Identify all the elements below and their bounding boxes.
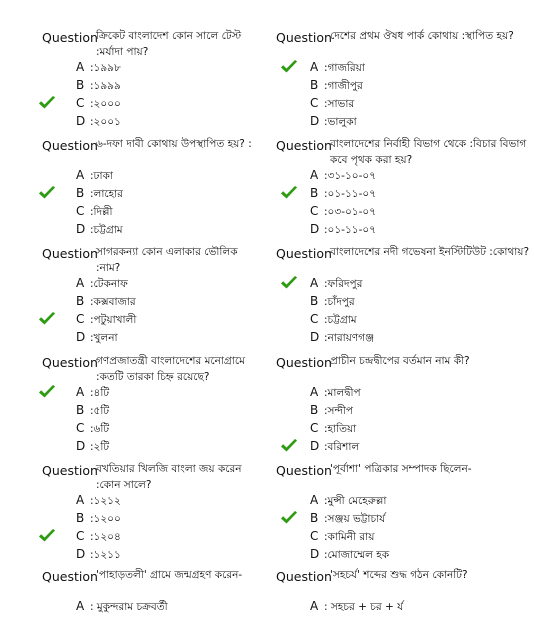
correct-answer-check-icon — [280, 511, 298, 525]
option-text: :মোজাম্মেল হক — [324, 549, 390, 561]
correct-answer-check-icon — [280, 60, 298, 74]
option-letter: A — [310, 385, 319, 399]
option-letter: D — [310, 547, 320, 561]
question-text: গণপ্রজাতন্ত্রী বাংলাদেশের মনোগ্রামে :কতটি তারকা চিহ্ন রয়েছে? — [96, 355, 245, 383]
option-letter: A — [76, 599, 85, 613]
option-text: :লাহোর — [90, 188, 123, 200]
answer-option[interactable] — [76, 167, 113, 183]
answer-option[interactable] — [310, 598, 403, 614]
option-text: :২০০০ — [90, 98, 121, 110]
option-letter: A — [310, 493, 319, 507]
option-text: :১২০৪ — [90, 531, 121, 543]
answer-option[interactable] — [310, 438, 359, 454]
option-letter: A — [310, 599, 319, 613]
option-text: :সঞ্জয় ভট্টাচার্য — [324, 513, 386, 525]
answer-option[interactable] — [76, 113, 121, 129]
option-letter: C — [310, 529, 319, 543]
question-text: বাংলাদেশের নির্বাহী বিভাগ থেকে :বিচার বিভাগ কবে পৃথক করা হয়? — [330, 138, 527, 166]
option-letter: B — [310, 403, 319, 417]
option-text: :০১-১১-০৭ — [324, 188, 377, 200]
question-label: Question — [42, 463, 98, 478]
option-text: :নারায়ণগঞ্জ — [324, 332, 375, 344]
option-letter: A — [310, 60, 319, 74]
correct-answer-check-icon — [38, 312, 56, 326]
answer-option[interactable] — [310, 510, 385, 526]
option-letter: B — [310, 511, 319, 525]
option-text: :১২০০ — [90, 513, 121, 525]
question-text: 'পূর্বাশা' পত্রিকার সম্পাদক ছিলেন- — [330, 463, 472, 475]
option-text: :খুলনা — [90, 332, 118, 344]
question-label: Question — [276, 569, 332, 584]
answer-option[interactable] — [76, 203, 113, 219]
option-text: :১৯৯৯ — [90, 80, 121, 92]
question-label: Question — [276, 355, 332, 370]
option-letter: D — [76, 330, 86, 344]
option-text: :কক্সবাজার — [90, 296, 136, 308]
option-letter: D — [76, 439, 86, 453]
question-text: বখতিয়ার খিলজি বাংলা জয় করেন :কোন সালে? — [96, 463, 242, 491]
answer-option[interactable] — [310, 293, 355, 309]
option-text: :ঢাকা — [90, 170, 113, 182]
option-text: :হাতিয়া — [324, 423, 357, 435]
option-text: :কামিনী রায় — [324, 531, 375, 543]
question-label: Question — [42, 355, 98, 370]
option-letter: B — [310, 186, 319, 200]
answer-option[interactable] — [310, 402, 353, 418]
question-text: সাগরকন্যা কোন এলাকার ভৌলিক :নাম? — [96, 246, 238, 274]
answer-option[interactable] — [76, 293, 136, 309]
option-text: :চাঁদপুর — [324, 296, 355, 308]
option-text: :দিল্লী — [90, 206, 113, 218]
question-label: Question — [276, 463, 332, 478]
answer-option[interactable] — [310, 528, 374, 544]
answer-option[interactable] — [310, 203, 376, 219]
option-letter: C — [76, 96, 85, 110]
answer-option[interactable] — [310, 492, 386, 508]
option-letter: A — [310, 276, 319, 290]
option-text: :০৩-০১-০৭ — [324, 206, 377, 218]
option-letter: C — [310, 204, 319, 218]
option-text: :১২১১ — [90, 549, 121, 561]
question-text: 'পাহাড়তলী' গ্রামে জন্মগ্রহণ করেন- — [96, 569, 243, 581]
answer-option[interactable] — [76, 329, 118, 345]
question-label: Question — [276, 246, 332, 261]
correct-answer-check-icon — [38, 385, 56, 399]
answer-option[interactable] — [76, 528, 121, 544]
answer-option[interactable] — [76, 59, 121, 75]
option-letter: C — [76, 204, 85, 218]
answer-option[interactable] — [76, 95, 121, 111]
answer-option[interactable] — [76, 384, 109, 400]
answer-option[interactable] — [310, 77, 363, 93]
option-letter: B — [76, 294, 85, 308]
option-letter: D — [76, 222, 86, 236]
answer-option[interactable] — [310, 167, 376, 183]
option-text: :চট্টগ্রাম — [90, 224, 123, 236]
answer-option[interactable] — [310, 185, 376, 201]
option-text: :গাজীপুর — [324, 80, 363, 92]
answer-option[interactable] — [76, 311, 136, 327]
option-letter: A — [76, 385, 85, 399]
option-text: :২টি — [90, 441, 110, 453]
option-text: :সাভার — [324, 98, 355, 110]
question-label: Question — [276, 30, 332, 45]
option-letter: D — [310, 222, 320, 236]
option-letter: C — [310, 421, 319, 435]
option-letter: B — [310, 294, 319, 308]
question-label: Question — [276, 138, 332, 153]
option-letter: C — [76, 312, 85, 326]
option-text: : সহচর + চর + র্য — [324, 601, 404, 613]
option-letter: C — [310, 96, 319, 110]
question-text: ক্রিকেট বাংলাদেশ কোন সালে টেস্ট :মর্যাদা পায়? — [96, 30, 242, 58]
option-text: :৩১-১০-০৭ — [324, 170, 377, 182]
option-text: :মালদ্বীপ — [324, 387, 361, 399]
question-text: প্রাচীন চন্দ্রদ্বীপের বর্তমান নাম কী? — [330, 355, 470, 367]
option-text: :৬টি — [90, 423, 110, 435]
question-label: Question — [42, 569, 98, 584]
answer-option[interactable] — [76, 492, 121, 508]
option-text: :গাজরিয়া — [324, 62, 365, 74]
correct-answer-check-icon — [38, 96, 56, 110]
answer-option[interactable] — [310, 420, 356, 436]
option-text: :০১-১১-০৭ — [324, 224, 377, 236]
question-text: দেশের প্রথম ঔষধ পার্ক কোথায় :স্থাপিত হয়? — [330, 30, 514, 42]
option-letter: C — [310, 312, 319, 326]
option-letter: B — [76, 511, 85, 525]
option-text: :১২১২ — [90, 495, 121, 507]
answer-option[interactable] — [310, 384, 361, 400]
option-letter: A — [76, 168, 85, 182]
question-label: Question — [42, 246, 98, 261]
option-text: :১৯৯৮ — [90, 62, 121, 74]
answer-option[interactable] — [310, 546, 389, 562]
option-text: :ফরিদপুর — [324, 278, 363, 290]
option-letter: D — [76, 114, 86, 128]
option-text: : মুকুন্দরাম চক্রবর্তী — [90, 601, 168, 613]
option-letter: A — [76, 276, 85, 290]
option-text: :৪টি — [90, 387, 110, 399]
correct-answer-check-icon — [280, 439, 298, 453]
option-letter: D — [310, 114, 320, 128]
option-letter: C — [76, 529, 85, 543]
correct-answer-check-icon — [280, 186, 298, 200]
question-text: বাংলাদেশের নদী গভেষনা ইনস্টিটিউট :কোথায়? — [330, 246, 530, 258]
answer-option[interactable] — [76, 402, 109, 418]
correct-answer-check-icon — [280, 276, 298, 290]
answer-option[interactable] — [76, 598, 168, 614]
option-text: :ভালুকা — [324, 116, 357, 128]
option-letter: A — [310, 168, 319, 182]
answer-option[interactable] — [76, 275, 128, 291]
answer-option[interactable] — [310, 95, 354, 111]
option-letter: C — [76, 421, 85, 435]
correct-answer-check-icon — [38, 186, 56, 200]
question-label: Question — [42, 138, 98, 153]
answer-option[interactable] — [76, 546, 121, 562]
option-letter: A — [76, 493, 85, 507]
answer-option[interactable] — [310, 113, 357, 129]
option-letter: D — [310, 439, 320, 453]
answer-option[interactable] — [310, 221, 376, 237]
answer-option[interactable] — [310, 275, 362, 291]
answer-option[interactable] — [76, 438, 109, 454]
option-text: :সন্দীপ — [324, 405, 354, 417]
answer-option[interactable] — [76, 77, 121, 93]
answer-option[interactable] — [310, 329, 374, 345]
answer-option[interactable] — [76, 221, 123, 237]
option-letter: D — [76, 547, 86, 561]
answer-option[interactable] — [76, 185, 123, 201]
question-label: Question — [42, 30, 98, 45]
option-text: :মুন্সী মেহেরুল্লা — [324, 495, 387, 507]
option-text: :৫টি — [90, 405, 110, 417]
option-letter: B — [76, 186, 85, 200]
option-letter: B — [310, 78, 319, 92]
option-text: :চট্টগ্রাম — [324, 314, 357, 326]
option-letter: D — [310, 330, 320, 344]
option-letter: B — [76, 403, 85, 417]
question-text: 'সহচর্য' শব্দের শুদ্ধ গঠন কোনটি? — [330, 569, 468, 581]
answer-option[interactable] — [76, 510, 121, 526]
option-letter: A — [76, 60, 85, 74]
option-text: :পটুয়াখালী — [90, 314, 137, 326]
option-letter: B — [76, 78, 85, 92]
answer-option[interactable] — [310, 59, 365, 75]
answer-option[interactable] — [76, 420, 109, 436]
question-text: ৬-দফা দাবী কোথায় উপস্থাপিত হয়? : — [96, 138, 252, 150]
correct-answer-check-icon — [38, 529, 56, 543]
option-text: :বরিশাল — [324, 441, 360, 453]
option-text: :২০০১ — [90, 116, 121, 128]
option-text: :টেকনাফ — [90, 278, 128, 290]
answer-option[interactable] — [310, 311, 357, 327]
